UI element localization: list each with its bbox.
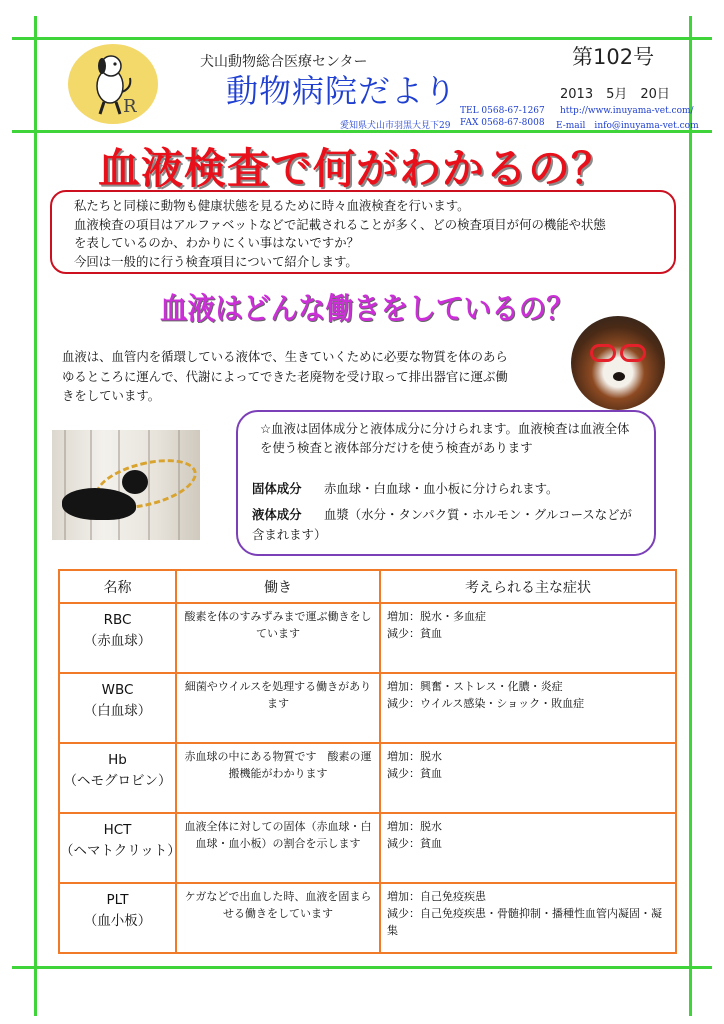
solid-component-label: 固体成分 <box>252 481 302 496</box>
symptom-decrease: 減少：自己免疫疾患・骨髄抑制・播種性血管内凝固・凝集 <box>387 907 662 937</box>
curtain-fold <box>90 430 92 540</box>
fax-number: FAX 0568-67-8008 <box>460 118 545 128</box>
liquid-component-text: 血漿（水分・タンパク質・ホルモン・グルコースなどが <box>324 507 632 522</box>
test-name-cell <box>59 673 176 743</box>
header-function: 働き <box>176 570 380 603</box>
symptom-increase: 増加：脱水 <box>387 820 442 833</box>
organization-name: 犬山動物総合医療センター <box>200 54 368 70</box>
test-symptoms-cell <box>380 743 676 813</box>
email-address[interactable]: E-mail info@inuyama-vet.com <box>556 121 699 131</box>
liquid-component-row <box>252 504 632 525</box>
test-code: RBC <box>103 612 132 628</box>
symptom-increase: 増加：脱水 <box>387 750 442 763</box>
table-row <box>59 883 676 953</box>
svg-text:R: R <box>123 96 137 117</box>
intro-box <box>50 190 676 274</box>
test-code: HCT <box>103 822 132 838</box>
table-header-row <box>59 570 676 603</box>
test-name-cell <box>59 743 176 813</box>
glasses-lens-right <box>620 344 646 362</box>
intro-line: 今回は一般的に行う検査項目について紹介します。 <box>74 253 358 269</box>
blood-components-box <box>236 410 656 556</box>
intro-line: 血液検査の項目はアルファベットなどで記載されることが多く、どの検査項目が何の機能や状態 <box>74 216 606 232</box>
paragraph-line: 血液は、血管内を循環している液体で、生きていくために必要な物質を体のあら <box>62 349 508 364</box>
intro-line: を表しているのか、わかりにくい事はないですか？ <box>74 235 359 250</box>
issue-date: 2013 5月 20日 <box>560 87 670 102</box>
table-row <box>59 743 676 813</box>
website-url[interactable]: http://www.inuyama-vet.com/ <box>560 106 694 116</box>
liquid-component-text-cont: 含まれます） <box>252 527 327 542</box>
test-name-ja: （ヘマトクリット） <box>60 843 181 859</box>
header-symptoms: 考えられる主な症状 <box>380 570 676 603</box>
test-function: 酸素を体のすみずみまで運ぶ働きをしています <box>176 603 380 673</box>
test-name-cell <box>59 603 176 673</box>
test-name-ja: （赤血球） <box>83 633 152 649</box>
test-name-ja: （白血球） <box>83 703 152 719</box>
glasses-lens-left <box>590 344 616 362</box>
curtain-fold <box>64 430 66 540</box>
test-code: WBC <box>101 682 134 698</box>
test-function: 血液全体に対しての固体（赤血球・白血球・血小板）の割合を示します <box>176 813 380 883</box>
green-rule-bottom <box>12 966 712 969</box>
test-name-cell <box>59 813 181 883</box>
phone-number: TEL 0568-67-1267 <box>460 106 545 116</box>
note-line: ☆血液は固体成分と液体成分に分けられます。血液検査は血液全体 <box>260 421 630 436</box>
symptom-increase: 増加：興奮・ストレス・化膿・炎症 <box>387 680 563 693</box>
paragraph-line: ゆるところに運んで、代謝によってできた老廃物を受け取って排出器官に運ぶ働 <box>62 368 508 384</box>
black-cat <box>62 488 136 520</box>
test-code: PLT <box>106 892 129 908</box>
note-line: を使う検査と液体部分だけを使う検査があります <box>260 440 533 455</box>
test-code: Hb <box>108 752 127 768</box>
test-symptoms-cell <box>380 813 676 883</box>
symptom-decrease: 減少：ウイルス感染・ショック・敗血症 <box>387 697 585 710</box>
solid-component-text: 赤血球・白血球・血小板に分けられます。 <box>324 481 559 496</box>
green-rule-left <box>34 16 37 1016</box>
test-function: ケガなどで出血した時、血液を固まらせる働きをしています <box>176 883 380 953</box>
test-name-ja: （血小板） <box>83 913 152 929</box>
dog-nose <box>613 372 625 381</box>
dog-logo-icon <box>68 44 158 124</box>
symptom-decrease: 減少：貧血 <box>387 767 442 780</box>
symptom-decrease: 減少：貧血 <box>387 837 442 850</box>
intro-line: 私たちと同様に動物も健康状態を見るために時々血液検査を行います。 <box>74 198 470 213</box>
blood-test-table <box>58 569 677 954</box>
test-function: 細菌やウイルスを処理する働きがあります <box>176 673 380 743</box>
main-headline: 血液検査で何がわかるの？ <box>98 144 615 193</box>
section-subheading: 血液はどんな働きをしているの？ <box>160 292 574 327</box>
clinic-address: 愛知県犬山市羽黒大見下29 <box>340 121 451 131</box>
dog-with-glasses-photo <box>571 316 665 410</box>
table-row <box>59 603 676 673</box>
paragraph-line: きをしています。 <box>62 388 161 403</box>
table-row <box>59 813 676 883</box>
components-note <box>260 419 629 457</box>
newsletter-title: 動物病院だより <box>226 72 458 110</box>
test-function: 赤血球の中にある物質です 酸素の運搬機能がわかります <box>176 743 380 813</box>
symptom-increase: 増加：自己免疫疾患 <box>387 890 486 903</box>
table-row <box>59 673 676 743</box>
test-symptoms-cell <box>380 883 676 953</box>
green-rule-right <box>689 16 692 1016</box>
cat-in-hammock-photo <box>52 430 200 540</box>
clinic-logo <box>68 44 158 124</box>
liquid-component-label: 液体成分 <box>252 507 302 522</box>
test-symptoms-cell <box>380 603 676 673</box>
test-name-ja: （ヘモグロビン） <box>63 773 172 789</box>
header-name: 名称 <box>59 570 176 603</box>
cat-head <box>122 470 148 494</box>
blood-function-paragraph <box>62 347 562 406</box>
green-rule-top <box>12 37 712 40</box>
issue-number: 第102号 <box>572 45 655 69</box>
solid-component-row <box>252 478 558 499</box>
symptom-decrease: 減少：貧血 <box>387 627 442 640</box>
test-symptoms-cell <box>380 673 676 743</box>
test-name-cell <box>59 883 176 953</box>
symptom-increase: 増加：脱水・多血症 <box>387 610 486 623</box>
